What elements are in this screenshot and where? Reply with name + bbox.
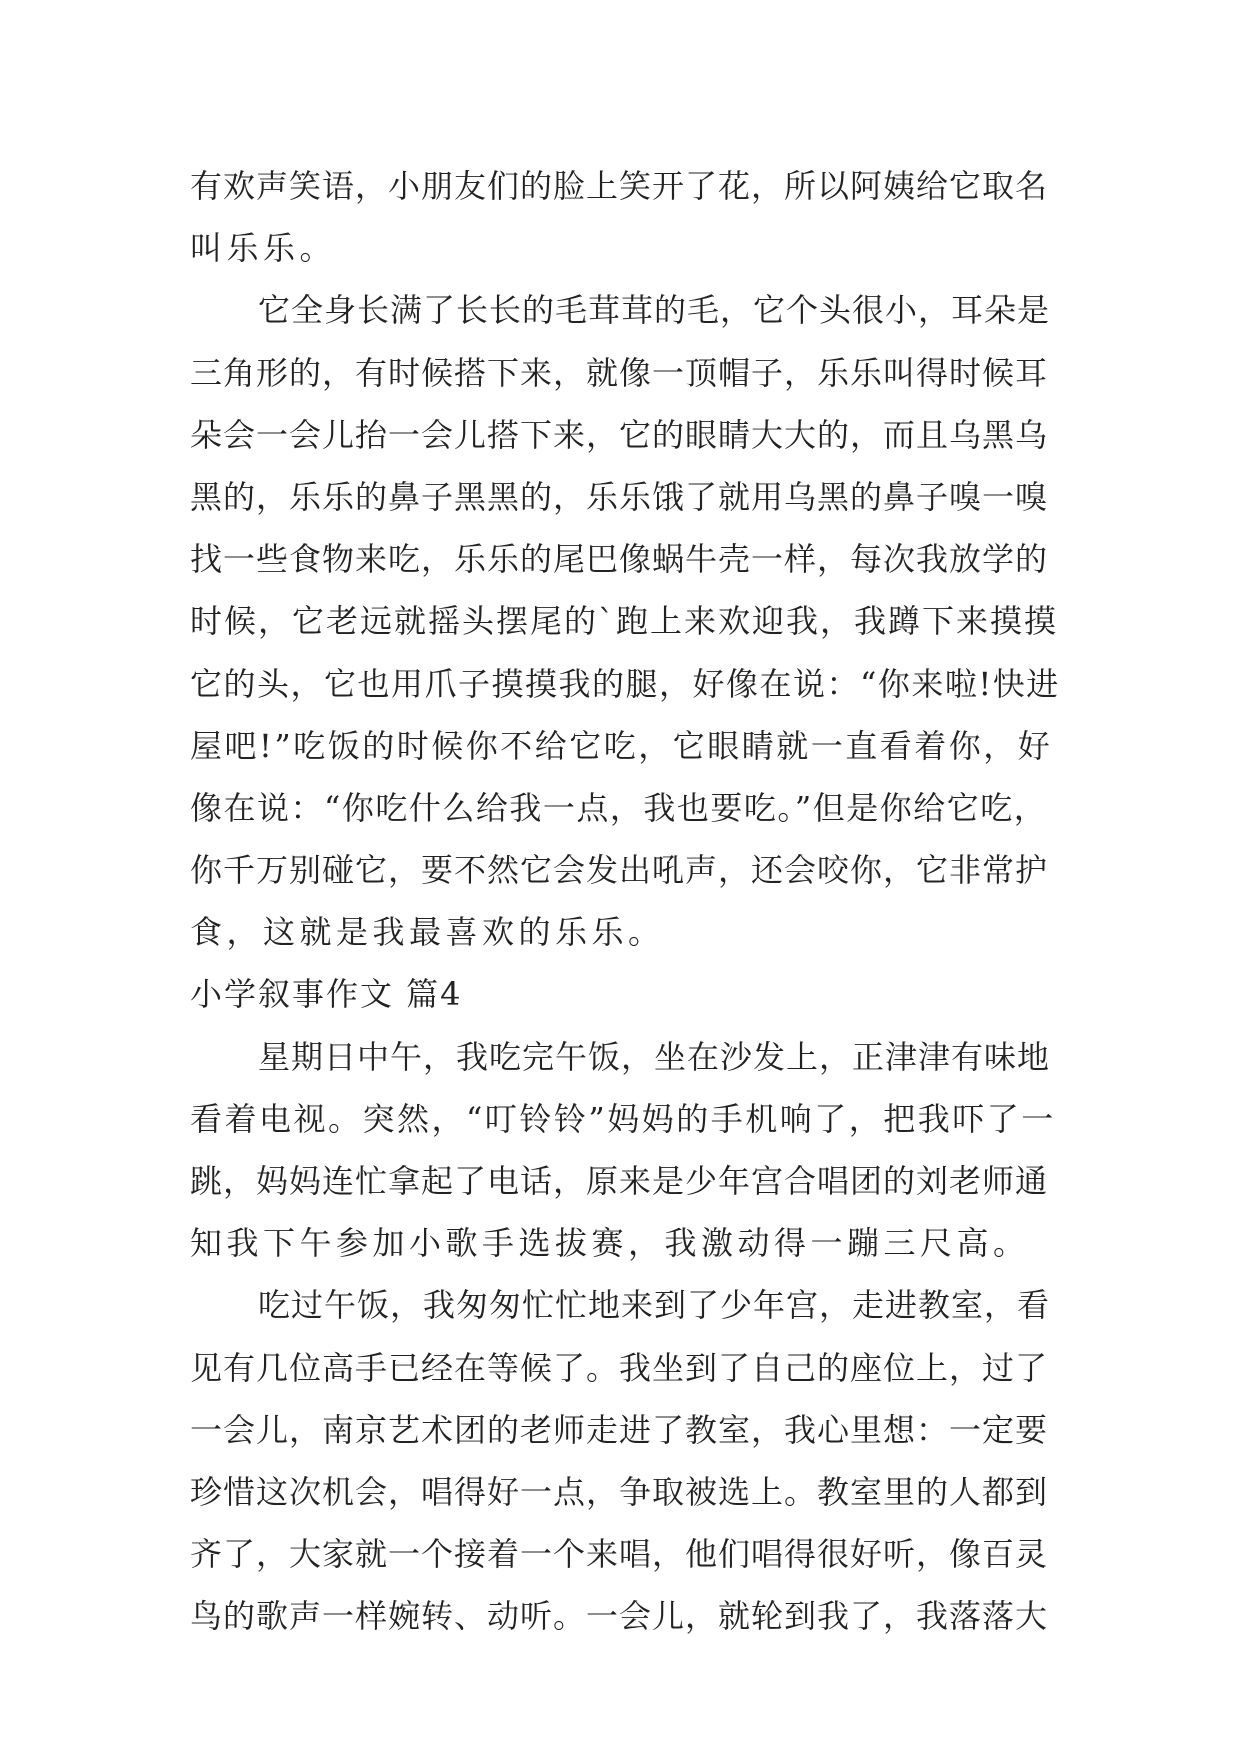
text-line: 知我下午参加小歌手选拔赛，我激动得一蹦三尺高。	[190, 1224, 1030, 1263]
paragraph-start-line: 吃过午饭，我匆匆忙忙地来到了少年宫，走进教室，看	[258, 1286, 1051, 1325]
text-line: 它的头，它也用爪子摸摸我的腿，好像在说：“你来啦!快进	[190, 664, 1060, 703]
paragraph-start-line: 它全身长满了长长的毛茸茸的毛，它个头很小，耳朵是	[258, 291, 1051, 330]
text-line: 黑的，乐乐的鼻子黑黑的，乐乐饿了就用乌黑的鼻子嗅一嗅	[190, 477, 1049, 516]
text-line: 看着电视。突然，“叮铃铃”妈妈的手机响了，把我吓了一	[190, 1099, 1056, 1138]
text-line: 见有几位高手已经在等候了。我坐到了自己的座位上，过了	[190, 1348, 1049, 1387]
text-line: 时候，它老远就摇头摆尾的`跑上来欢迎我，我蹲下来摸摸	[190, 602, 1059, 641]
text-line: 屋吧!”吃饭的时候你不给它吃，它眼睛就一直看着你，好	[190, 726, 1053, 765]
paragraph-start-line: 星期日中午，我吃完午饭，坐在沙发上，正津津有味地	[258, 1037, 1051, 1076]
text-line: 跳，妈妈连忙拿起了电话，原来是少年宫合唱团的刘老师通	[190, 1162, 1049, 1200]
text-line: 朵会一会儿抬一会儿搭下来，它的眼睛大大的，而且乌黑乌	[190, 415, 1049, 454]
text-line: 有欢声笑语，小朋友们的脸上笑开了花，所以阿姨给它取名	[190, 167, 1049, 205]
text-line: 鸟的歌声一样婉转、动听。一会儿，就轮到我了，我落落大	[190, 1597, 1049, 1636]
text-line: 像在说：“你吃什么给我一点，我也要吃。”但是你给它吃，	[190, 788, 1048, 827]
document-body	[190, 155, 1060, 1648]
text-line: 一会儿，南京艺术团的老师走进了教室，我心里想：一定要	[190, 1410, 1049, 1449]
text-line: 三角形的，有时候搭下来，就像一顶帽子，乐乐叫得时候耳	[190, 353, 1049, 392]
text-line: 食，这就是我最喜欢的乐乐。	[190, 913, 665, 952]
text-line: 叫乐乐。	[190, 229, 337, 268]
text-line: 你千万别碰它，要不然它会发出吼声，还会咬你，它非常护	[190, 851, 1049, 890]
text-line: 珍惜这次机会，唱得好一点，争取被选上。教室里的人都到	[190, 1472, 1049, 1511]
section-heading: 小学叙事作文 篇4	[190, 975, 463, 1014]
text-line: 找一些食物来吃，乐乐的尾巴像蜗牛壳一样，每次我放学的	[190, 540, 1049, 579]
text-line: 齐了，大家就一个接着一个来唱，他们唱得很好听，像百灵	[190, 1535, 1049, 1574]
